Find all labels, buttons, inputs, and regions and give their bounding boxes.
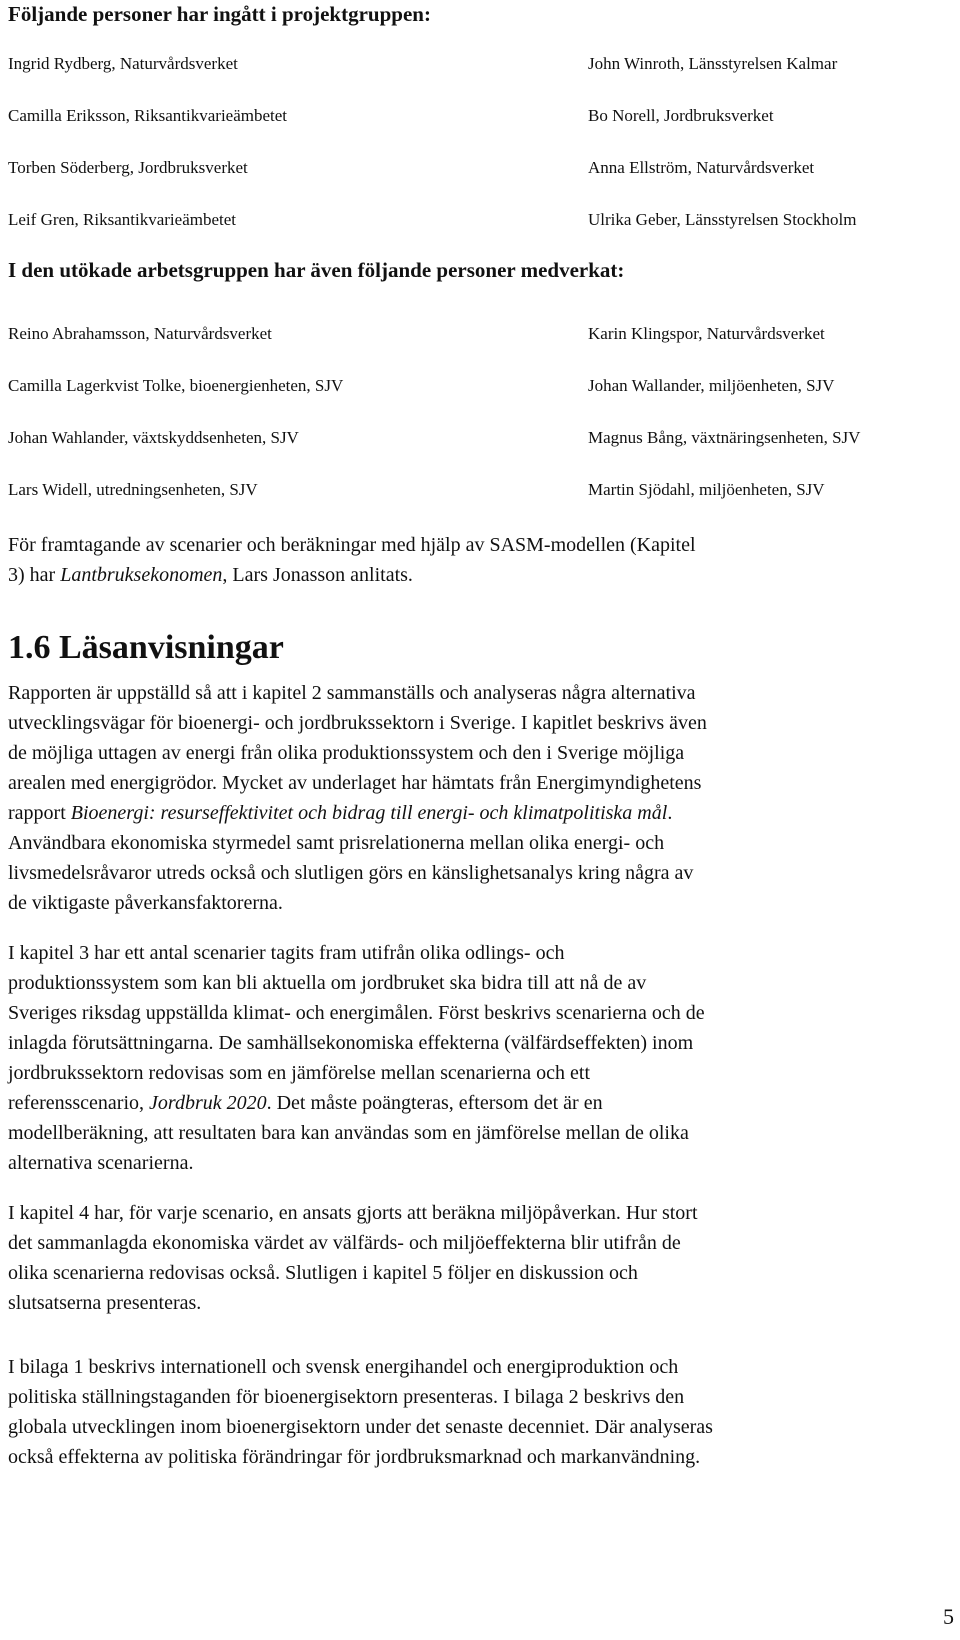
text-line: I kapitel 3 har ett antal scenarier tagits fram utifrån olika odlings- och — [8, 942, 565, 964]
list-item — [8, 158, 948, 178]
paragraph-chapter-2 — [8, 678, 960, 918]
paragraph-chapter-3 — [8, 938, 960, 1178]
italic-run: Jordbruk 2020 — [149, 1092, 267, 1114]
section-title: 1.6 Läsanvisningar — [8, 629, 284, 666]
text-line: också effekterna av politiska förändringar för jordbruksmarknad och markanvändning. — [8, 1446, 701, 1468]
member-left: Lars Widell, utredningsenheten, SJV — [8, 480, 258, 499]
member-left: Leif Gren, Riksantikvarieämbetet — [8, 210, 236, 229]
list-item — [8, 376, 948, 396]
text-run: , Lars Jonasson anlitats. — [222, 564, 413, 586]
sasm-paragraph — [8, 530, 960, 590]
list-item — [8, 54, 948, 74]
paragraph-appendices — [8, 1352, 960, 1472]
text-run: rapport — [8, 802, 71, 824]
project-group-list — [8, 54, 948, 230]
text-run: . Det måste poängteras, eftersom det är en — [266, 1092, 603, 1114]
list-item — [8, 428, 948, 448]
member-right: Anna Ellström, Naturvårdsverket — [588, 158, 815, 177]
text-line: globala utvecklingen inom bioenergisektorn under det senaste decenniet. Där analyseras — [8, 1416, 713, 1438]
italic-run: Lantbruksekonomen — [60, 564, 223, 586]
member-right: Bo Norell, Jordbruksverket — [588, 106, 774, 125]
list-item — [8, 324, 948, 344]
member-left: Camilla Eriksson, Riksantikvarieämbetet — [8, 106, 288, 125]
text-line: slutsatserna presenteras. — [8, 1292, 202, 1314]
text-line: olika scenarierna redovisas också. Slutligen i kapitel 5 följer en diskussion och — [8, 1262, 638, 1284]
text-line: politiska ställningstaganden för bioenergisektorn presenteras. I bilaga 2 beskrivs den — [8, 1386, 685, 1408]
text-line — [8, 560, 960, 590]
member-left: Torben Söderberg, Jordbruksverket — [8, 158, 248, 177]
list-item — [8, 210, 948, 230]
text-line: modellberäkning, att resultaten bara kan användas som en jämförelse mellan de olika — [8, 1122, 689, 1144]
text-line: produktionssystem som kan bli aktuella om jordbruket ska bidra till att nå de av — [8, 972, 647, 994]
member-left: Reino Abrahamsson, Naturvårdsverket — [8, 324, 272, 343]
text-line — [8, 798, 960, 828]
member-right: Martin Sjödahl, miljöenheten, SJV — [588, 480, 825, 499]
text-run: referensscenario, — [8, 1092, 150, 1114]
text-line: inlagda förutsättningarna. De samhällsekonomiska effekterna (välfärdseffekten) inom — [8, 1032, 694, 1054]
paragraph-chapter-4-5 — [8, 1198, 960, 1318]
member-left: Ingrid Rydberg, Naturvårdsverket — [8, 54, 238, 73]
text-line: I bilaga 1 beskrivs internationell och svensk energihandel och energiproduktion och — [8, 1356, 679, 1378]
member-right: Magnus Bång, växtnäringsenheten, SJV — [588, 428, 861, 447]
text-line: de viktigaste påverkansfaktorerna. — [8, 892, 283, 914]
member-right: John Winroth, Länsstyrelsen Kalmar — [588, 54, 838, 73]
text-line: Sveriges riksdag uppställda klimat- och energimålen. Först beskrivs scenarierna och de — [8, 1002, 705, 1024]
italic-run: Bioenergi: resurseffektivitet och bidrag till energi- och klimatpolitiska mål — [70, 802, 668, 824]
text-line: det sammanlagda ekonomiska värdet av välfärds- och miljöeffekterna blir utifrån de — [8, 1232, 681, 1254]
text-line: Rapporten är uppställd så att i kapitel 2 sammanställs och analyseras några alternativa — [8, 682, 696, 704]
text-line: alternativa scenarierna. — [8, 1152, 194, 1174]
text-run: 3) har — [8, 564, 61, 586]
member-left: Johan Wahlander, växtskyddsenheten, SJV — [8, 428, 299, 447]
member-right: Ulrika Geber, Länsstyrelsen Stockholm — [588, 210, 857, 229]
text-line: För framtagande av scenarier och beräkningar med hjälp av SASM-modellen (Kapitel — [8, 534, 696, 556]
text-run: . — [667, 802, 673, 824]
list-item — [8, 106, 948, 126]
text-line — [8, 1088, 960, 1118]
text-line: arealen med energigrödor. Mycket av underlaget har hämtats från Energimyndighetens — [8, 772, 702, 794]
working-group-heading: I den utökade arbetsgruppen har även följande personer medverkat: — [8, 258, 625, 282]
project-group-heading: Följande personer har ingått i projektgruppen: — [8, 2, 431, 26]
member-right: Johan Wallander, miljöenheten, SJV — [588, 376, 835, 395]
list-item — [8, 480, 948, 500]
member-left: Camilla Lagerkvist Tolke, bioenergienheten, SJV — [8, 376, 344, 395]
text-line: utvecklingsvägar för bioenergi- och jordbrukssektorn i Sverige. I kapitlet beskrivs även — [8, 712, 707, 734]
text-line: I kapitel 4 har, för varje scenario, en ansats gjorts att beräkna miljöpåverkan. Hur stort — [8, 1202, 698, 1224]
text-line: livsmedelsråvaror utreds också och slutligen görs en känslighetsanalys kring några av — [8, 862, 694, 884]
page-number: 5 — [943, 1604, 954, 1629]
working-group-list — [8, 324, 948, 500]
text-line: de möjliga uttagen av energi från olika produktionssystem och den i Sverige möjliga — [8, 742, 685, 764]
member-right: Karin Klingspor, Naturvårdsverket — [588, 324, 825, 343]
text-line: jordbrukssektorn redovisas som en jämförelse mellan scenarierna och ett — [8, 1062, 591, 1084]
text-line: Användbara ekonomiska styrmedel samt prisrelationerna mellan olika energi- och — [8, 832, 665, 854]
